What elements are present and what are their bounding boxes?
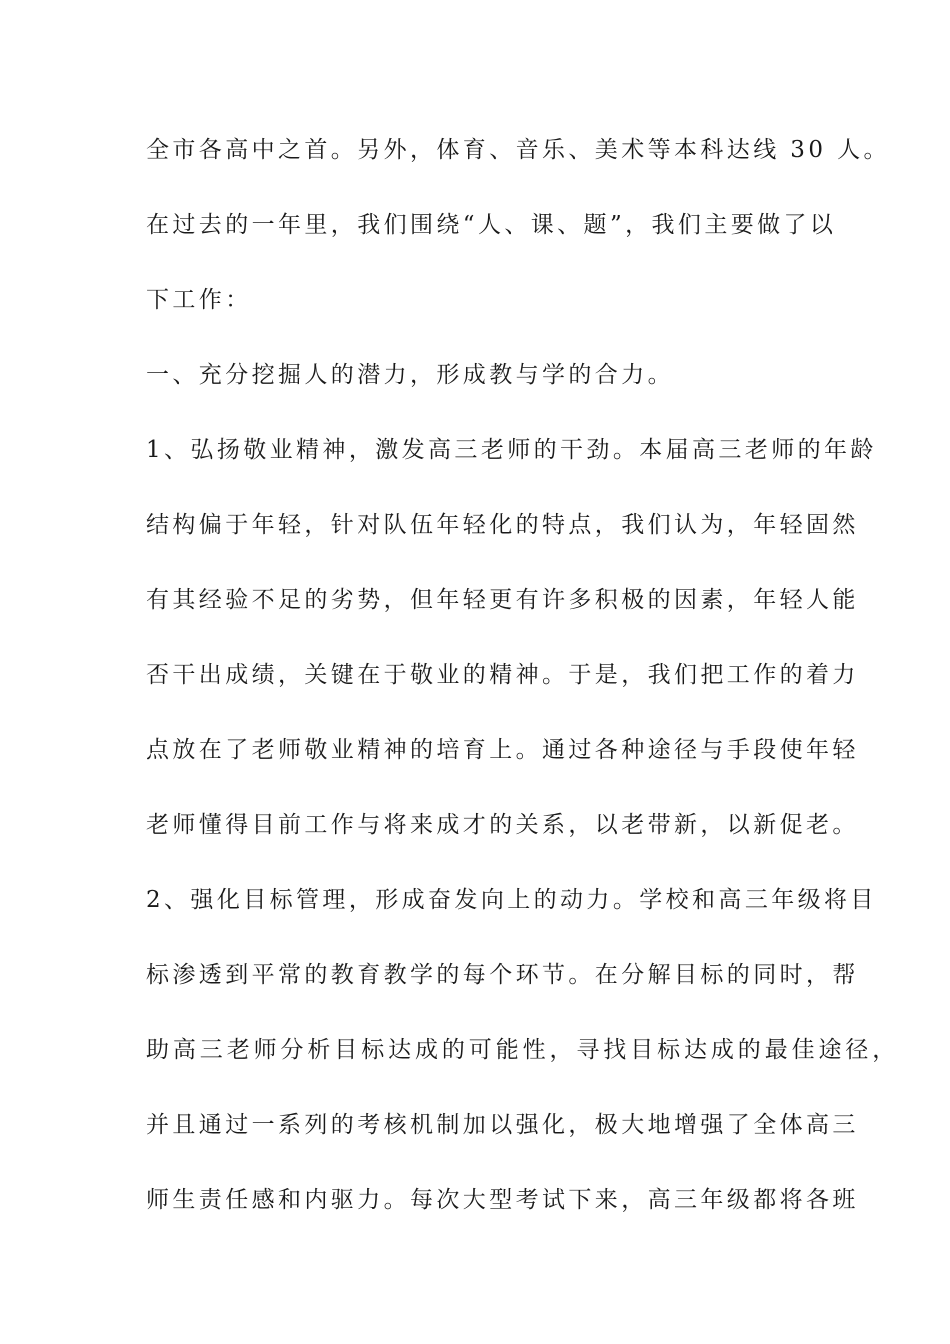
text-line: 有其经验不足的劣势，但年轻更有许多积极的因素，年轻人能 — [146, 587, 859, 613]
section-heading: 一、充分挖掘人的潜力，形成教与学的合力。 — [146, 362, 674, 388]
text-line: 结构偏于年轻，针对队伍年轻化的特点，我们认为，年轻固然 — [146, 512, 859, 538]
text-line: 否干出成绩，关键在于敬业的精神。于是，我们把工作的着力 — [146, 662, 859, 688]
text-line: 老师懂得目前工作与将来成才的关系，以老带新，以新促老。 — [146, 812, 859, 838]
text-line: 在过去的一年里，我们围绕“人、课、题”，我们主要做了以 — [146, 212, 837, 238]
text-line: 下工作： — [146, 287, 252, 313]
text-line: 1、弘扬敬业精神，激发高三老师的干劲。本届高三老师的年龄 — [146, 437, 877, 463]
text-line: 助高三老师分析目标达成的可能性，寻找目标达成的最佳途径， — [146, 1037, 900, 1063]
text-line: 并且通过一系列的考核机制加以强化，极大地增强了全体高三 — [146, 1112, 859, 1138]
text-line: 标渗透到平常的教育教学的每个环节。在分解目标的同时，帮 — [146, 962, 859, 988]
text-line: 2、强化目标管理，形成奋发向上的动力。学校和高三年级将目 — [146, 887, 877, 913]
text-line: 全市各高中之首。另外，体育、音乐、美术等本科达线 30 人。 — [146, 137, 890, 163]
text-line: 师生责任感和内驱力。每次大型考试下来，高三年级都将各班 — [146, 1187, 859, 1213]
text-line: 点放在了老师敬业精神的培育上。通过各种途径与手段使年轻 — [146, 737, 859, 763]
